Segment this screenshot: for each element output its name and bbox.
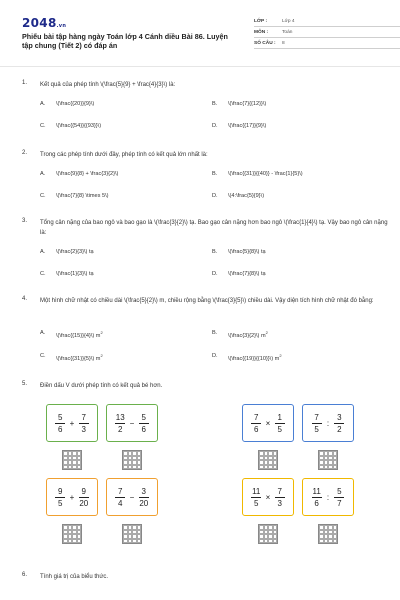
question-text: Tính giá trị của biểu thức. xyxy=(40,574,109,580)
numerator: 3 xyxy=(337,412,342,422)
question-number: 5. xyxy=(22,381,28,387)
expression-card xyxy=(106,478,158,516)
numerator: 7 xyxy=(277,486,282,496)
document-title: Phiếu bài tập hàng ngày Toán lớp 4 Cánh diều Bài 86. Luyện tập chung (Tiết 2) có đáp án xyxy=(22,32,228,50)
fraction xyxy=(334,413,344,434)
numerator: 7 xyxy=(81,412,86,422)
meta-row-count xyxy=(254,38,400,49)
expression-card xyxy=(302,404,354,442)
operator: − xyxy=(129,418,135,428)
numerator: 7 xyxy=(253,412,259,422)
option-text: \(\frac{{15}}{4}\) m xyxy=(56,332,101,339)
numerator: 9 xyxy=(57,486,63,496)
logo-suffix: .vn xyxy=(56,23,67,29)
fraction-bar xyxy=(275,497,285,498)
option-text: \(\frac{{20}}{9}\) xyxy=(56,101,95,107)
option-key: B. xyxy=(212,249,218,255)
operator: + xyxy=(69,492,75,502)
fraction xyxy=(139,487,149,508)
unit-exponent: 2 xyxy=(100,353,103,358)
operator: + xyxy=(69,418,75,428)
denominator: 6 xyxy=(253,424,259,434)
option-text: \(4:\frac{5}{9}\) xyxy=(228,193,265,199)
expression-card xyxy=(46,478,98,516)
operator: × xyxy=(265,418,271,428)
fraction xyxy=(251,413,261,434)
fraction-bar xyxy=(115,497,125,498)
option-text: \(\frac{7}{8} \times 5\) xyxy=(56,193,109,199)
option-c[interactable] xyxy=(40,123,101,129)
operator: × xyxy=(265,492,271,502)
fraction xyxy=(55,413,65,434)
expression-card xyxy=(46,404,98,442)
denominator: 20 xyxy=(79,498,89,508)
option-key: D. xyxy=(212,193,218,199)
denominator: 5 xyxy=(57,498,63,508)
option-text: \(\frac{3}{2}\) m xyxy=(228,332,266,339)
question-number: 1. xyxy=(22,80,28,86)
option-d[interactable] xyxy=(212,271,266,277)
numerator: 5 xyxy=(337,486,342,496)
expression-card xyxy=(302,478,354,516)
option-key: A. xyxy=(40,249,46,255)
fraction xyxy=(312,413,322,434)
unit-exponent: 2 xyxy=(265,330,268,335)
option-key: A. xyxy=(40,171,46,177)
answer-grid[interactable] xyxy=(62,450,82,470)
answer-grid[interactable] xyxy=(122,450,142,470)
option-text: \(\frac{9}{8} + \frac{3}{2}\) xyxy=(56,171,119,177)
denominator: 3 xyxy=(81,424,86,434)
question-number: 4. xyxy=(22,296,28,302)
option-d[interactable] xyxy=(212,123,266,129)
fraction-bar xyxy=(251,497,261,498)
header-divider xyxy=(0,66,400,67)
meta-value: Toán xyxy=(282,29,293,35)
expression-card xyxy=(106,404,158,442)
denominator: 20 xyxy=(139,498,149,508)
fraction-bar xyxy=(79,497,89,498)
meta-key: LỚP : xyxy=(254,18,268,24)
option-c[interactable] xyxy=(40,353,103,362)
meta-key: SỐ CÂU : xyxy=(254,40,276,46)
option-text: \(\frac{{17}}{9}\) xyxy=(228,123,267,129)
option-d[interactable] xyxy=(212,353,282,362)
option-key: D. xyxy=(212,123,218,129)
operator: − xyxy=(129,492,135,502)
option-c[interactable] xyxy=(40,193,109,199)
option-b[interactable] xyxy=(212,330,268,339)
denominator: 2 xyxy=(337,424,342,434)
answer-grid[interactable] xyxy=(318,524,338,544)
option-key: D. xyxy=(212,271,218,277)
option-b[interactable] xyxy=(212,249,266,255)
denominator: 6 xyxy=(314,498,319,508)
fraction xyxy=(275,413,285,434)
numerator: 3 xyxy=(141,486,146,496)
denominator: 5 xyxy=(314,424,319,434)
option-text: \(\frac{7}{8}\) tạ xyxy=(228,271,266,277)
numerator: 5 xyxy=(57,412,63,422)
answer-grid[interactable] xyxy=(258,524,278,544)
denominator: 5 xyxy=(277,424,282,434)
fraction xyxy=(251,487,261,508)
meta-value: Lớp 4 xyxy=(282,18,295,24)
option-text: \(\frac{7}{{12}}\) xyxy=(228,101,267,107)
denominator: 5 xyxy=(253,498,259,508)
numerator: 7 xyxy=(117,486,123,496)
option-key: C. xyxy=(40,193,46,199)
fraction xyxy=(55,487,65,508)
fraction-bar xyxy=(55,423,65,424)
option-text: \(\frac{{19}}{{10}}\) m xyxy=(228,355,280,362)
meta-value: 8 xyxy=(282,40,285,46)
denominator: 4 xyxy=(117,498,123,508)
option-text: \(\frac{1}{3}\) tạ xyxy=(56,271,94,277)
numerator: 7 xyxy=(314,412,319,422)
option-key: B. xyxy=(212,101,218,107)
fraction xyxy=(275,487,285,508)
question-text: Kết quả của phép tính \(\frac{5}{9} + \frac{4}{3}\) là: xyxy=(40,82,176,88)
expression-card xyxy=(242,404,294,442)
option-text: \(\frac{{54}}{{93}}\) xyxy=(56,123,102,129)
fraction-bar xyxy=(139,423,149,424)
numerator: 11 xyxy=(252,486,261,496)
denominator: 3 xyxy=(277,498,282,508)
question-text: Tổng cân nặng của bao ngô và bao gạo là \(\frac{3}{2}\) tạ. Bao gạo cân nặng hơn bao ngô \(\frac{1}{4}\) tạ. Vậy bao ngô cân nặng là: xyxy=(40,220,388,236)
meta-row-subject xyxy=(254,27,400,38)
option-key: A. xyxy=(40,101,46,107)
logo-text: 2048 xyxy=(22,16,57,30)
option-a[interactable] xyxy=(40,330,103,339)
option-d[interactable] xyxy=(212,193,264,199)
page-header xyxy=(22,16,392,56)
option-key: B. xyxy=(212,330,218,336)
unit-exponent: 2 xyxy=(279,353,282,358)
option-a[interactable] xyxy=(40,249,94,255)
question-number: 3. xyxy=(22,218,28,224)
fraction-bar xyxy=(251,423,261,424)
answer-grid[interactable] xyxy=(258,450,278,470)
fraction-bar xyxy=(312,497,322,498)
operator: : xyxy=(326,418,330,428)
numerator: 1 xyxy=(277,412,282,422)
unit-exponent: 2 xyxy=(100,330,103,335)
meta-row-class xyxy=(254,16,400,27)
denominator: 6 xyxy=(57,424,63,434)
option-key: C. xyxy=(40,271,46,277)
option-text: \(\frac{{31}}{5}\) m xyxy=(56,355,101,362)
option-text: \(\frac{5}{8}\) tạ xyxy=(228,249,266,255)
option-c[interactable] xyxy=(40,271,94,277)
fraction xyxy=(312,487,322,508)
option-key: C. xyxy=(40,353,46,359)
fraction-bar xyxy=(115,423,125,424)
option-text: \(\frac{{31}}{{40}} - \frac{1}{5}\) xyxy=(228,171,303,177)
option-key: D. xyxy=(212,353,218,359)
numerator: 5 xyxy=(141,412,146,422)
question-text: Một hình chữ nhật có chiều dài \(\frac{5}{2}\) m, chiều rộng bằng \(\frac{3}{5}\) chiều dài. Vậy diện tích hình chữ nhật đó bằng: xyxy=(40,298,374,304)
answer-grid[interactable] xyxy=(318,450,338,470)
denominator: 2 xyxy=(117,424,123,434)
document-meta xyxy=(254,16,400,49)
option-key: C. xyxy=(40,123,46,129)
meta-key: MÔN : xyxy=(254,29,269,35)
numerator: 13 xyxy=(115,412,125,422)
answer-grid[interactable] xyxy=(122,524,142,544)
question-text: Trong các phép tính dưới đây, phép tính có kết quả lớn nhất là: xyxy=(40,152,208,158)
numerator: 9 xyxy=(81,486,86,496)
fraction-bar xyxy=(139,497,149,498)
answer-grid[interactable] xyxy=(62,524,82,544)
question-number: 2. xyxy=(22,150,28,156)
denominator: 7 xyxy=(337,498,342,508)
numerator: 11 xyxy=(312,486,321,496)
option-key: B. xyxy=(212,171,218,177)
option-a[interactable] xyxy=(40,171,118,177)
fraction xyxy=(115,413,125,434)
fraction-bar xyxy=(79,423,89,424)
fraction xyxy=(79,487,89,508)
option-key: A. xyxy=(40,330,46,336)
fraction-bar xyxy=(334,423,344,424)
denominator: 6 xyxy=(141,424,146,434)
fraction xyxy=(79,413,89,434)
option-text: \(\frac{2}{3}\) tạ xyxy=(56,249,94,255)
question-text: Điền dấu V dưới phép tính có kết quả bé hơn. xyxy=(40,383,163,389)
operator: : xyxy=(326,492,330,502)
fraction xyxy=(334,487,344,508)
fraction-bar xyxy=(275,423,285,424)
expression-card xyxy=(242,478,294,516)
question-number: 6. xyxy=(22,572,28,578)
fraction xyxy=(139,413,149,434)
option-b[interactable] xyxy=(212,101,266,107)
fraction-bar xyxy=(312,423,322,424)
fraction-bar xyxy=(55,497,65,498)
fraction-bar xyxy=(334,497,344,498)
option-a[interactable] xyxy=(40,101,94,107)
fraction xyxy=(115,487,125,508)
option-b[interactable] xyxy=(212,171,303,177)
